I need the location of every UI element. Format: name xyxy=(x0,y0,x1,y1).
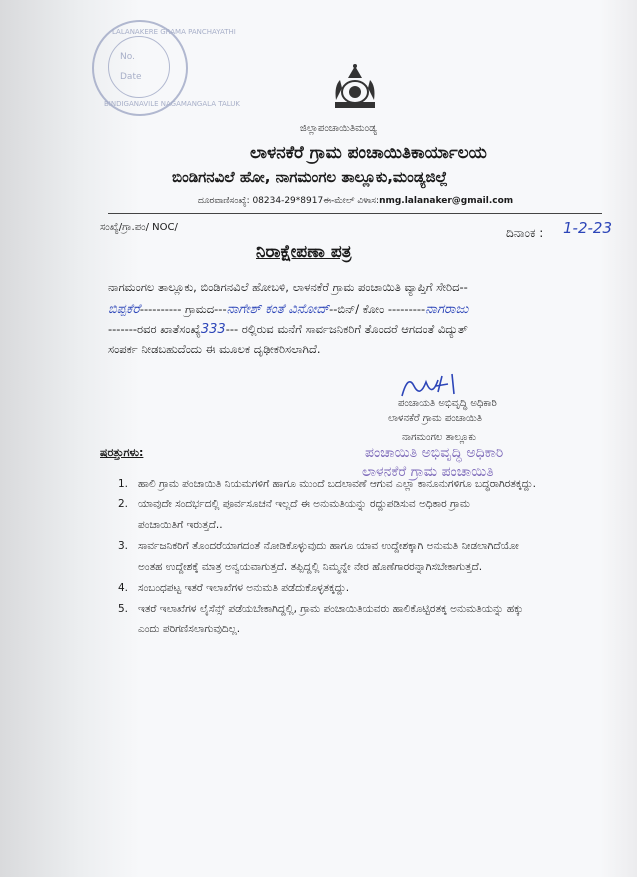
body-line-3 xyxy=(108,322,468,337)
condition-item-continued: ಅಂತಹ ಉದ್ದೇಶಕ್ಕೆ ಮಾತ್ರ ಅನ್ವಯವಾಗುತ್ತದೆ. ತಪ್ಪಿದ್ದಲ್ಲಿ ನಿಮ್ಮನ್ನೇ ನೇರ ಹೊಣೆಗಾರರನ್ನಾಗಿಸಬೇಕಾಗುತ್ತದೆ. xyxy=(138,561,483,573)
seal-top-text: LALANAKERE GRAMA PANCHAYATHI xyxy=(112,28,236,36)
state-emblem-icon xyxy=(330,62,380,112)
conditions-heading: ಷರತ್ತುಗಳು: xyxy=(100,446,144,459)
officer-signature xyxy=(398,372,468,400)
reference-number: ಸಂಖ್ಯೆ/ಗ್ರಾ.ಪಂ/ NOC/ xyxy=(100,222,178,233)
condition-text: ಸಾರ್ವಜನಿಕರಿಗೆ ತೊಂದರೆಯಾಗದಂತೆ ನೋಡಿಕೊಳ್ಳುವುದು ಹಾಗೂ ಯಾವ ಉದ್ದೇಶಕ್ಕಾಗಿ ಅನುಮತಿ ನೀಡಲಾಗಿದೆಯೋ xyxy=(138,540,519,552)
condition-item xyxy=(118,478,536,491)
condition-number: 5. xyxy=(118,603,129,615)
header-divider xyxy=(108,213,602,214)
date-value: 1-2-23 xyxy=(563,219,612,237)
officer-stamp-line-2: ಲಾಳನಕೆರೆ ಗ್ರಾಮ ಪಂಚಾಯಿತಿ xyxy=(362,464,494,480)
seal-date-label: Date xyxy=(120,72,142,82)
body-text: ---------- ಗ್ರಾಮದ--- xyxy=(139,302,227,316)
body-text: --- ರಲ್ಲಿರುವ ಮನೆಗೆ ಸಾರ್ವಜನಿಕರಿಗೆ ತೊಂದರೆ ಆಗದಂತೆ ವಿದ್ಯುತ್ xyxy=(225,322,468,336)
condition-item xyxy=(118,603,523,616)
body-line-2 xyxy=(108,302,468,317)
condition-item xyxy=(118,582,349,595)
condition-text: ಇತರೆ ಇಲಾಖೆಗಳ ಲೈಸೆನ್ಸ್ ಪಡೆಯಬೇಕಾಗಿದ್ದಲ್ಲಿ, ಗ್ರಾಮ ಪಂಚಾಯಿತಿಯವರು ಹಾಲಿಕೊಟ್ಟಿರತಕ್ಕ ಅನುಮತಿಯನ್ನು ಹಕ್ಕು xyxy=(138,603,524,615)
condition-number: 1. xyxy=(118,478,129,490)
panchayat-seal xyxy=(92,20,241,116)
officer-taluk: ನಾಗಮಂಗಲ ತಾಲ್ಲೂಕು xyxy=(402,432,477,443)
officer-stamp-line-1: ಪಂಚಾಯಿತಿ ಅಭಿವೃದ್ಧಿ ಅಧಿಕಾರಿ xyxy=(365,445,504,461)
document-heading: ನಿರಾಕ್ಷೇಪಣಾ ಪತ್ರ xyxy=(256,242,352,262)
condition-number: 4. xyxy=(118,582,129,594)
body-line-4: ಸಂಪರ್ಕ ನೀಡಬಹುದೆಂದು ಈ ಮೂಲಕ ದೃಢೀಕರಿಸಲಾಗಿದೆ. xyxy=(108,342,321,356)
khata-handwritten: 333 xyxy=(200,322,226,337)
village-handwritten: ಬಿಪ್ಪಕೆರೆ xyxy=(108,302,140,317)
body-text: -------ರವರ ಖಾತೆಸಂಖ್ಯೆ xyxy=(108,322,201,336)
condition-text: ಹಾಲಿ ಗ್ರಾಮ ಪಂಚಾಯಿತಿ ನಿಯಮಗಳಿಗೆ ಹಾಗೂ ಮುಂದೆ ಬದಲಾವಣೆ ಆಗುವ ಎಲ್ಲಾ ಕಾನೂನುಗಳಿಗೂ ಬದ್ಧರಾಗಿರತಕ್ಕದ್ದು. xyxy=(138,478,537,490)
condition-item xyxy=(118,498,470,511)
condition-item xyxy=(118,540,519,553)
condition-text: ಯಾವುದೇ ಸಂದರ್ಭದಲ್ಲಿ ಪೂರ್ವಸೂಚನೆ ಇಲ್ಲದೆ ಈ ಅನುಮತಿಯನ್ನು ರದ್ದುಪಡಿಸುವ ಅಧಿಕಾರ ಗ್ರಾಮ xyxy=(138,498,470,510)
office-name: ಲಾಳನಕೆರೆ ಗ್ರಾಮ ಪಂಚಾಯಿತಿಕಾರ್ಯಾಲಯ xyxy=(250,143,487,163)
contact-line xyxy=(198,196,513,206)
condition-item-continued: ಎಂದು ಪರಿಗಣಿಸಲಾಗುವುದಿಲ್ಲ. xyxy=(138,623,241,635)
body-text: --ಬಿನ್/ ಕೋಂ --------- xyxy=(329,302,426,316)
condition-text: ಸಂಬಂಧಪಟ್ಟ ಇತರೆ ಇಲಾಖೆಗಳ ಅನುಮತಿ ಪಡೆದುಕೊಳ್ಳತಕ್ಕದ್ದು. xyxy=(138,582,350,594)
relation-handwritten: ನಾಗರಾಜು xyxy=(425,302,469,317)
name-handwritten: ನಾಗೇಶ್ ಕಂತೆ ವಿನೋದ್ xyxy=(226,302,330,317)
officer-title: ಪಂಚಾಯತಿ ಅಭಿವೃದ್ಧಿ ಅಧಿಕಾರಿ xyxy=(398,398,497,409)
office-address: ಬಿಂಡಿಗನವಿಲೆ ಹೋ, ನಾಗಮಂಗಲ ತಾಲ್ಲೂಕು,ಮಂಡ್ಯಜಿಲ್ಲೆ xyxy=(172,168,448,186)
condition-number: 2. xyxy=(118,498,129,510)
officer-panchayat: ಲಾಳನಕೆರೆ ಗ್ರಾಮ ಪಂಚಾಯಿತಿ xyxy=(388,413,483,424)
date-label: ದಿನಾಂಕ : xyxy=(506,226,544,240)
seal-bottom-text: BINDIGANAVILE NAGAMANGALA TALUK xyxy=(104,100,241,108)
district-name: ಜಿಲ್ಲಾಪಂಚಾಯಿತಿಮಂಡ್ಯ xyxy=(300,123,377,134)
seal-no-label: No. xyxy=(120,52,135,62)
email: nmg.lalanaker@gmail.com xyxy=(379,196,514,206)
body-line-1: ನಾಗಮಂಗಲ ತಾಲ್ಲೂಕು, ಬಿಂಡಿಗನವಿಲೆ ಹೋಬಳಿ, ಲಾಳನಕೆರೆ ಗ್ರಾಮ ಪಂಚಾಯಿತಿ ವ್ಯಾಪ್ತಿಗೆ ಸೇರಿದ-- xyxy=(108,280,468,294)
condition-item-continued: ಪಂಚಾಯಿತಿಗೆ ಇರುತ್ತದೆ.. xyxy=(138,519,223,531)
contact-prefix: ದೂರವಾಣಿಸಂಖ್ಯೆ: 08234-29*8917ಈ-ಮೇಲ್ ವಿಳಾಸ: xyxy=(198,196,380,206)
condition-number: 3. xyxy=(118,540,129,552)
